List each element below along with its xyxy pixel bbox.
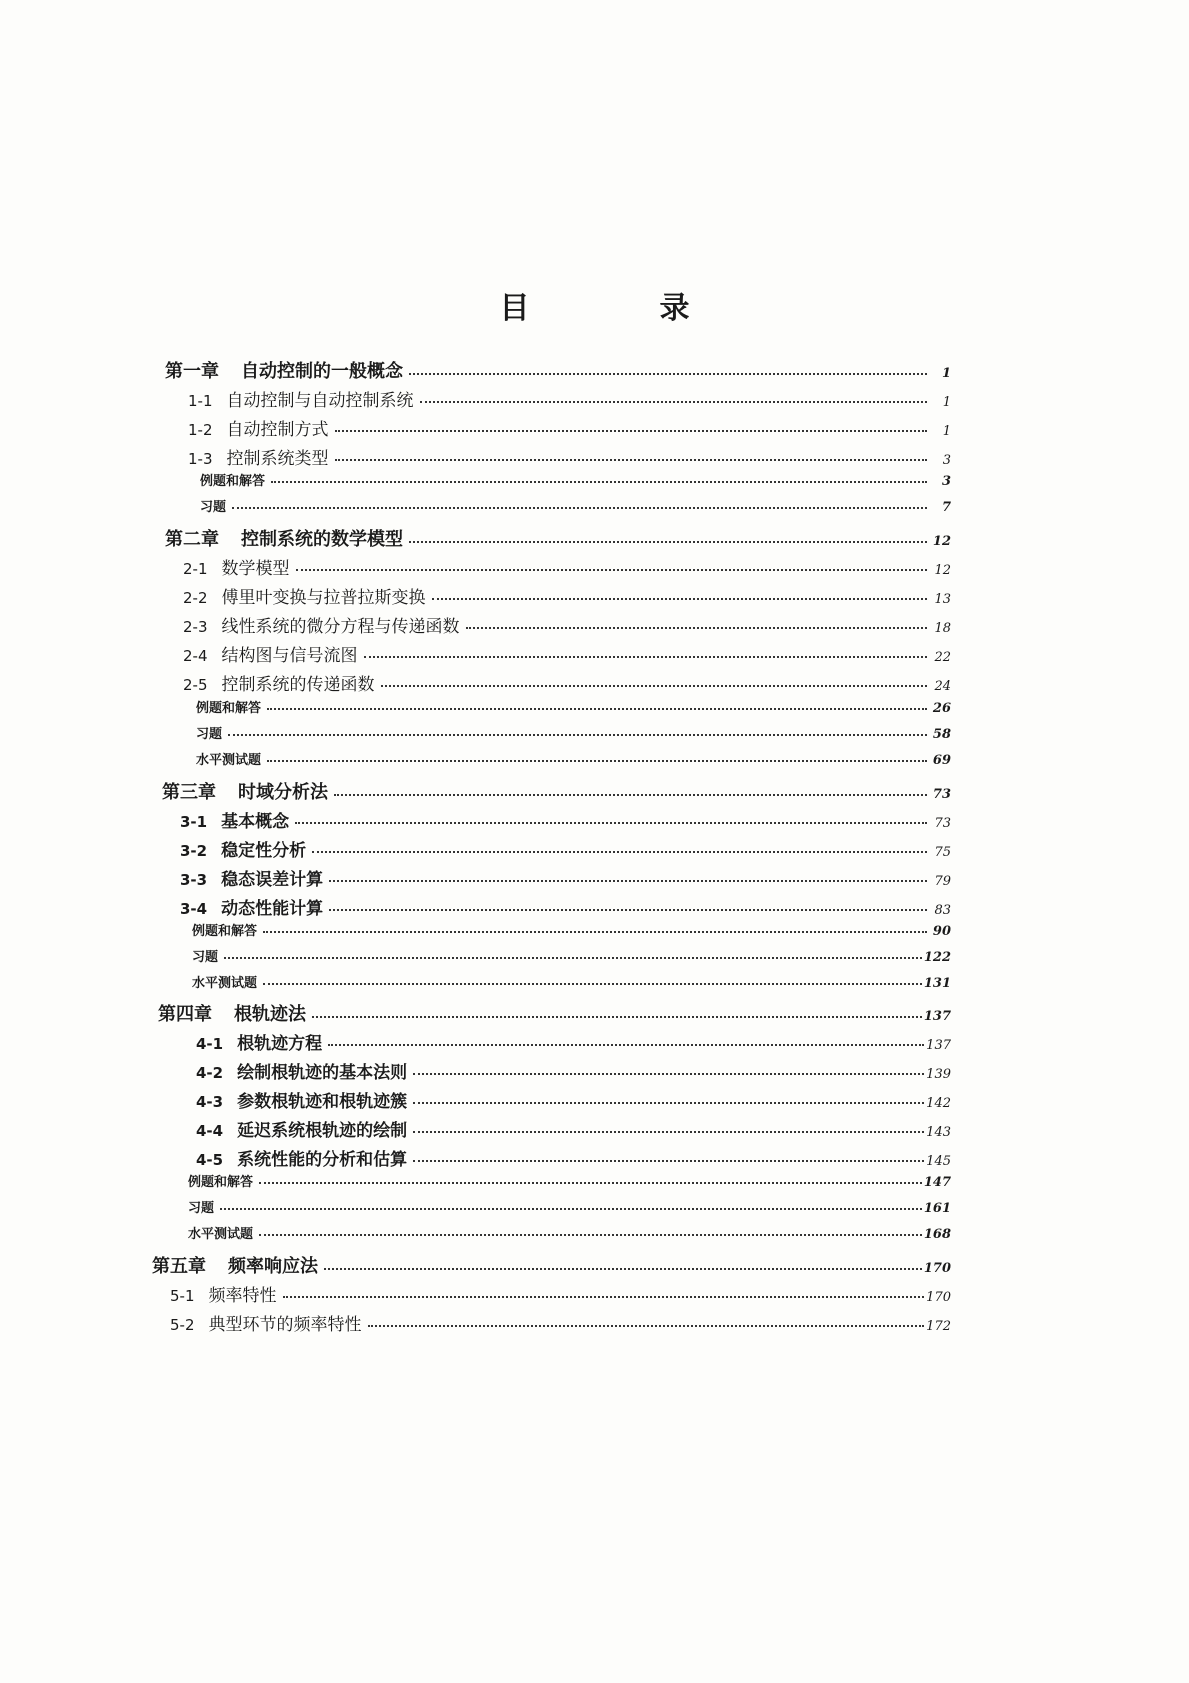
dot-leader	[329, 871, 927, 882]
entry-label: 稳态误差计算	[221, 870, 324, 890]
dot-leader	[228, 727, 927, 736]
toc-chapter-entry	[165, 357, 951, 383]
page-number: 145	[926, 1154, 951, 1169]
page-number: 13	[934, 592, 951, 607]
toc-section-entry	[188, 386, 951, 411]
page-number: 26	[932, 701, 951, 716]
toc-section-entry	[188, 444, 951, 469]
page-number: 131	[923, 976, 951, 991]
page-number: 3	[941, 474, 951, 489]
page-number: 172	[926, 1319, 951, 1334]
toc-chapter-entry	[152, 1252, 951, 1278]
toc-section-entry	[196, 1087, 951, 1112]
toc-chapter-entry	[158, 1000, 951, 1026]
entry-number: 3-3	[180, 871, 208, 889]
entry-number: 第一章	[165, 361, 219, 382]
dot-leader	[413, 1093, 924, 1104]
dot-leader	[368, 1316, 925, 1327]
page-number: 73	[934, 816, 951, 831]
entry-label: 自动控制与自动控制系统	[226, 391, 414, 411]
toc-sub-entry	[188, 1223, 951, 1242]
entry-number: 3-2	[180, 842, 208, 860]
entry-number: 4-5	[196, 1151, 224, 1169]
entry-label: 典型环节的频率特性	[208, 1315, 362, 1335]
entry-label: 线性系统的微分方程与传递函数	[221, 617, 460, 637]
dot-leader	[324, 1258, 922, 1270]
entry-number: 2-3	[183, 618, 208, 636]
entry-number: 第三章	[162, 782, 216, 803]
toc-sub-entry	[188, 1171, 951, 1190]
page-number: 1	[942, 395, 951, 410]
page-number: 22	[934, 650, 951, 665]
entry-label: 控制系统的数学模型	[241, 529, 403, 550]
page-number: 79	[934, 874, 951, 889]
toc-section-entry	[183, 612, 951, 637]
dot-leader	[409, 363, 927, 375]
entry-number: 1-2	[188, 421, 213, 439]
entry-label: 水平测试题	[192, 976, 258, 991]
entry-label: 稳定性分析	[221, 841, 307, 861]
entry-number: 3-1	[180, 813, 208, 831]
entry-label: 水平测试题	[188, 1227, 254, 1242]
page-number: 90	[932, 924, 951, 939]
page-number: 12	[934, 563, 951, 578]
page-number: 83	[934, 903, 951, 918]
page-number: 137	[923, 1009, 951, 1024]
entry-label: 参数根轨迹和根轨迹簇	[237, 1092, 408, 1112]
entry-label: 习题	[192, 950, 219, 965]
dot-leader	[466, 618, 928, 629]
page-number: 170	[923, 1261, 951, 1276]
dot-leader	[335, 421, 928, 432]
toc-section-entry	[180, 894, 951, 919]
toc-sub-entry	[196, 697, 951, 716]
toc-section-entry	[183, 670, 951, 695]
page-number: 24	[934, 679, 951, 694]
toc-section-entry	[183, 583, 951, 608]
entry-label: 时域分析法	[238, 782, 328, 803]
entry-label: 习题	[188, 1201, 215, 1216]
dot-leader	[267, 753, 927, 762]
entry-number: 1-1	[188, 392, 213, 410]
dot-leader	[263, 976, 922, 985]
entry-number: 第五章	[152, 1256, 206, 1277]
page-number: 75	[934, 845, 951, 860]
toc-section-entry	[180, 865, 951, 890]
entry-number: 2-1	[183, 560, 208, 578]
entry-label: 自动控制方式	[226, 420, 329, 440]
entry-label: 控制系统的传递函数	[221, 675, 375, 695]
dot-leader	[328, 1035, 924, 1046]
entry-number: 1-3	[188, 450, 213, 468]
dot-leader	[364, 647, 928, 658]
toc-section-entry	[188, 415, 951, 440]
entry-number: 4-4	[196, 1122, 224, 1140]
entry-label: 例题和解答	[188, 1175, 254, 1190]
dot-leader	[283, 1287, 925, 1298]
entry-label: 系统性能的分析和估算	[237, 1150, 408, 1170]
page-number: 7	[941, 500, 951, 515]
toc-chapter-entry	[165, 525, 951, 551]
page-number: 147	[923, 1175, 951, 1190]
page-number: 122	[923, 950, 951, 965]
page-number: 18	[934, 621, 951, 636]
entry-label: 习题	[200, 500, 227, 515]
page-number: 170	[926, 1290, 951, 1305]
entry-number: 4-1	[196, 1035, 224, 1053]
toc-section-entry	[196, 1145, 951, 1170]
entry-number: 4-2	[196, 1064, 224, 1082]
entry-label: 自动控制的一般概念	[241, 361, 403, 382]
page-number: 12	[932, 534, 951, 549]
entry-label: 频率特性	[208, 1286, 277, 1306]
dot-leader	[296, 560, 928, 571]
entry-number: 5-2	[170, 1316, 195, 1334]
page-number: 1	[941, 366, 951, 381]
dot-leader	[271, 474, 927, 483]
entry-number: 第二章	[165, 529, 219, 550]
page-number: 139	[926, 1067, 951, 1082]
entry-number: 3-4	[180, 900, 208, 918]
toc-section-entry	[196, 1116, 951, 1141]
toc-section-entry	[170, 1310, 951, 1335]
entry-label: 习题	[196, 727, 223, 742]
entry-label: 傅里叶变换与拉普拉斯变换	[221, 588, 426, 608]
entry-label: 频率响应法	[228, 1256, 318, 1277]
dot-leader	[220, 1201, 922, 1210]
entry-label: 水平测试题	[196, 753, 262, 768]
entry-label: 延迟系统根轨迹的绘制	[237, 1121, 408, 1141]
entry-label: 控制系统类型	[226, 449, 329, 469]
dot-leader	[267, 701, 927, 710]
dot-leader	[312, 1006, 922, 1018]
entry-label: 根轨迹方程	[237, 1034, 323, 1054]
entry-label: 根轨迹法	[234, 1004, 306, 1025]
toc-section-entry	[183, 641, 951, 666]
dot-leader	[224, 950, 922, 959]
entry-label: 例题和解答	[192, 924, 258, 939]
entry-label: 例题和解答	[196, 701, 262, 716]
toc-sub-entry	[192, 946, 951, 965]
entry-number: 4-3	[196, 1093, 224, 1111]
entry-number: 2-5	[183, 676, 208, 694]
dot-leader	[413, 1151, 924, 1162]
entry-number: 5-1	[170, 1287, 195, 1305]
toc-sub-entry	[200, 496, 951, 515]
dot-leader	[381, 676, 928, 687]
toc-section-entry	[180, 836, 951, 861]
dot-leader	[312, 842, 927, 853]
toc-sub-entry	[188, 1197, 951, 1216]
page-number: 58	[932, 727, 951, 742]
dot-leader	[329, 900, 927, 911]
dot-leader	[413, 1064, 924, 1075]
toc-chapter-entry	[162, 778, 951, 804]
dot-leader	[259, 1175, 922, 1184]
dot-leader	[409, 531, 927, 543]
page-number: 137	[926, 1038, 951, 1053]
page-title: 目 录	[499, 291, 740, 326]
entry-number: 2-2	[183, 589, 208, 607]
page-number: 143	[926, 1125, 951, 1140]
dot-leader	[432, 589, 928, 600]
toc-section-entry	[196, 1058, 951, 1083]
toc-sub-entry	[196, 723, 951, 742]
toc-section-entry	[196, 1029, 951, 1054]
entry-label: 数学模型	[221, 559, 290, 579]
entry-number: 2-4	[183, 647, 208, 665]
page-number: 168	[923, 1227, 951, 1242]
page-number: 69	[932, 753, 951, 768]
toc-sub-entry	[200, 470, 951, 489]
toc-sub-entry	[192, 920, 951, 939]
entry-label: 例题和解答	[200, 474, 266, 489]
page-number: 161	[923, 1201, 951, 1216]
toc-sub-entry	[192, 972, 951, 991]
page-number: 1	[942, 424, 951, 439]
entry-label: 动态性能计算	[221, 899, 324, 919]
toc-sub-entry	[196, 749, 951, 768]
dot-leader	[263, 924, 927, 933]
entry-number: 第四章	[158, 1004, 212, 1025]
dot-leader	[259, 1227, 922, 1236]
entry-label: 基本概念	[221, 812, 290, 832]
page-number: 73	[932, 787, 951, 802]
dot-leader	[413, 1122, 924, 1133]
dot-leader	[232, 500, 927, 509]
toc-section-entry	[180, 807, 951, 832]
entry-label: 结构图与信号流图	[221, 646, 358, 666]
page-number: 3	[942, 453, 951, 468]
page-number: 142	[926, 1096, 951, 1111]
dot-leader	[335, 450, 928, 461]
toc-section-entry	[183, 554, 951, 579]
dot-leader	[334, 784, 927, 796]
dot-leader	[420, 392, 928, 403]
entry-label: 绘制根轨迹的基本法则	[237, 1063, 408, 1083]
toc-section-entry	[170, 1281, 951, 1306]
dot-leader	[295, 813, 927, 824]
